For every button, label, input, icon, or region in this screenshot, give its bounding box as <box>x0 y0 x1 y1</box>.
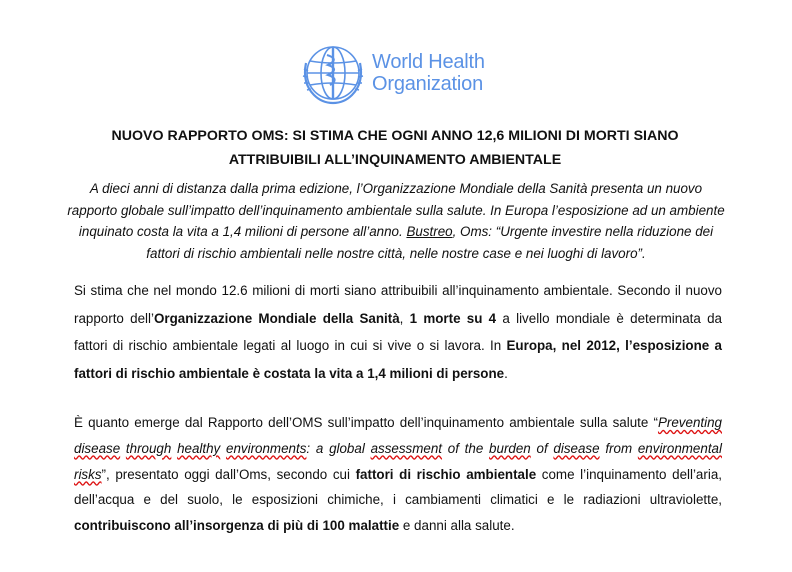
p1-text-4: . <box>504 365 508 381</box>
document-title <box>60 124 730 172</box>
intro-text-a: A dieci anni di distanza dalla prima edizione, l’Organizzazione Mondiale della Sanità presenta un nuovo rapporto globale sull’impatto dell’inquinamento ambientale sulla salute. In Europa l’esposizione ad un ambiente inquinato costa la vita a 1,4 milioni di persone all’anno. <box>67 181 725 240</box>
p2-text-4: e danni alla salute. <box>399 518 515 534</box>
paragraph-2 <box>74 410 722 539</box>
p2-t17: environmental <box>637 440 722 456</box>
p1-bold-oms: Organizzazione Mondiale della Sanità <box>153 310 400 326</box>
p2-t11: assessment <box>370 440 443 456</box>
intro-text-b: , Oms: “Urgente investire nella riduzione dei fattori di rischio ambientali nelle nostre città, nelle nostre case e nei luoghi di lavoro”. <box>146 224 714 261</box>
p2-t16: from <box>599 440 638 456</box>
title-line-1: NUOVO RAPPORTO OMS: SI STIMA CHE OGNI ANNO 12,6 MILIONI DI MORTI SIANO <box>111 128 679 144</box>
p2-t1: Preventing <box>657 415 722 430</box>
p2-t15: disease <box>553 440 600 456</box>
p2-text-2: ”, presentato oggi dall’Oms, secondo cui <box>101 466 356 482</box>
logo-line-1: World Health <box>372 51 485 73</box>
p2-t9: environments <box>226 440 307 456</box>
p1-bold-ratio: 1 morte su 4 <box>409 310 497 326</box>
p2-t19: risks <box>74 466 102 482</box>
p2-t12: of the <box>442 440 490 456</box>
title-line-2: ATTRIBUIBILI ALL’INQUINAMENTO AMBIENTALE <box>228 152 562 168</box>
p1-bold-europe: Europa, nel 2012, l’esposizione a fattori di rischio ambientale è costata la vita a 1,4 milioni di persone <box>74 338 722 381</box>
p2-t10: : a global <box>306 440 371 456</box>
who-logo-text <box>372 51 485 95</box>
p2-text-1: È quanto emerge dal Rapporto dell’OMS sull’impatto dell’inquinamento ambientale sulla salute “ <box>74 415 658 430</box>
p2-t14: of <box>530 440 554 456</box>
who-emblem-icon <box>300 43 366 105</box>
p2-text-3: come l’inquinamento dell’aria, dell’acqua e del suolo, le esposizioni chimiche, i cambiamenti climatici e le radiazioni ultraviolette, <box>74 466 722 508</box>
p2-bold-factors: fattori di rischio ambientale <box>355 466 537 482</box>
p2-t5: through <box>125 440 172 456</box>
paragraph-1 <box>74 277 722 387</box>
p1-text-2: , <box>399 310 410 326</box>
p2-t3: disease <box>74 440 121 456</box>
p1-text-1: Si stima che nel mondo 12.6 milioni di morti siano attribuibili all’inquinamento ambientale. Secondo il nuovo rapporto dell’ <box>74 283 722 326</box>
intro-paragraph <box>66 178 726 264</box>
logo-line-2: Organization <box>372 73 483 95</box>
who-logo <box>300 43 500 105</box>
p2-bold-diseases: contribuiscono all’insorgenza di più di 100 malattie <box>74 518 400 534</box>
intro-bustreo: Bustreo <box>406 224 453 240</box>
p2-t13: burden <box>489 440 531 456</box>
p2-t7: healthy <box>177 440 221 456</box>
p1-text-3: a livello mondiale è determinata da fattori di rischio ambientale legati al luogo in cui si vive o si lavora. In <box>74 310 722 354</box>
